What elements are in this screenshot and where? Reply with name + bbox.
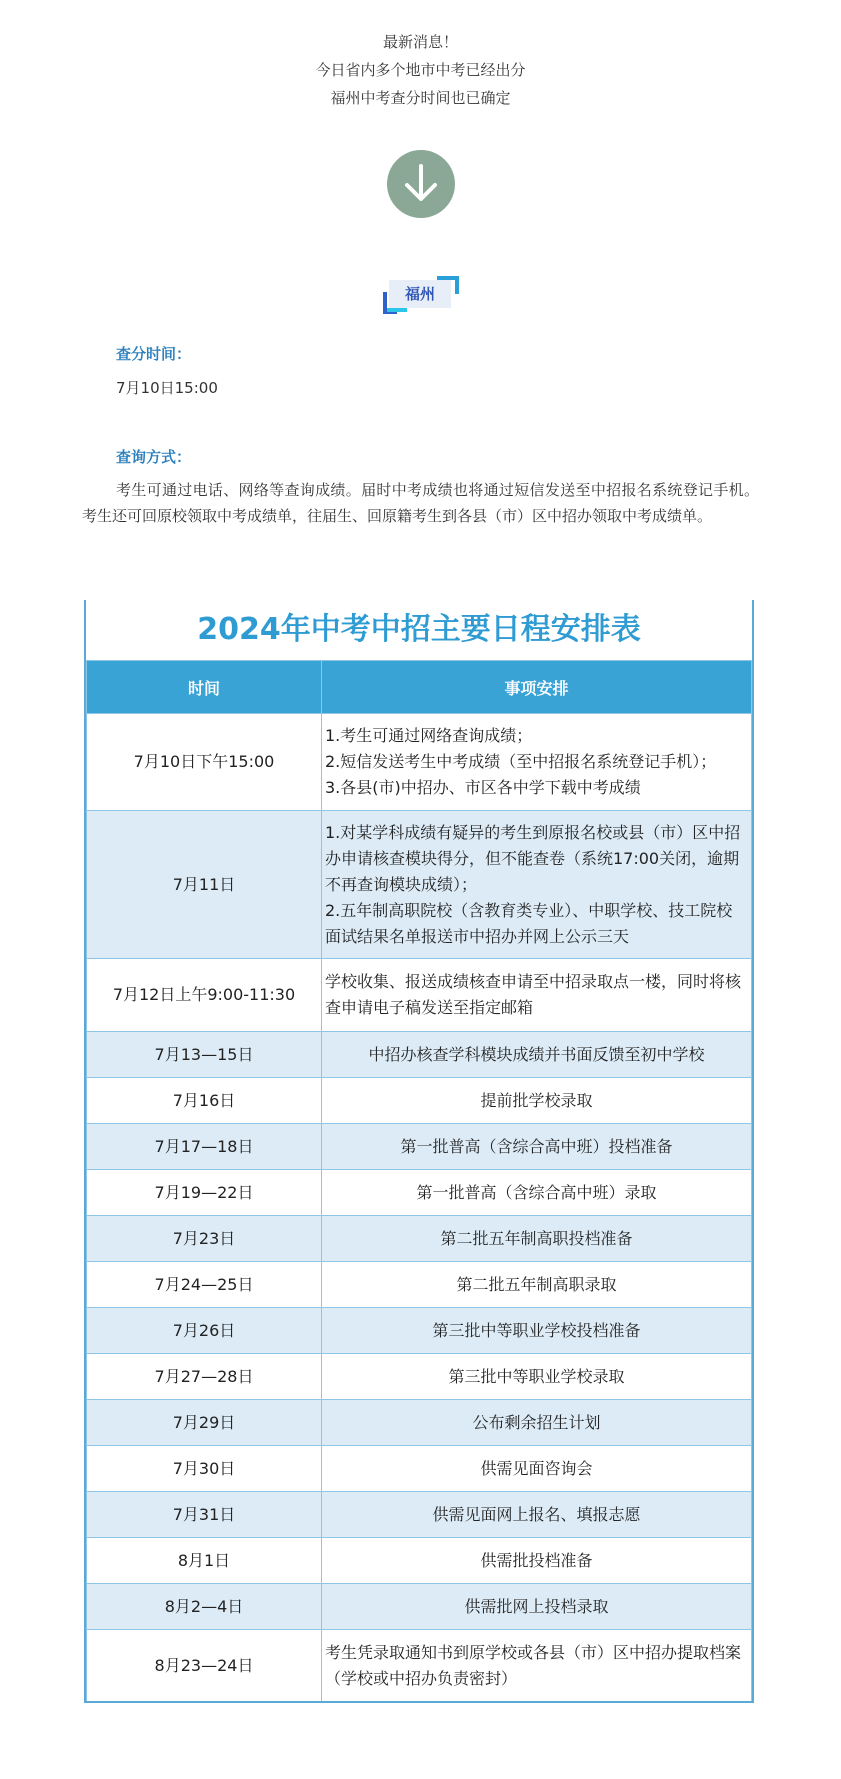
row-item-line: 供需批网上投档录取 <box>464 1596 609 1616</box>
row-time: 7月11日 <box>87 811 322 959</box>
row-items <box>322 1262 752 1308</box>
table-row <box>87 959 752 1032</box>
row-items <box>322 1308 752 1354</box>
row-item-line: 第一批普高（含综合高中班）录取 <box>416 1182 657 1202</box>
table-row <box>87 1400 752 1446</box>
query-time-value: 7月10日15:00 <box>116 379 218 397</box>
intro-line: 最新消息！ <box>382 33 458 51</box>
row-items <box>322 1446 752 1492</box>
table-row <box>87 1170 752 1216</box>
row-time: 7月31日 <box>87 1492 322 1538</box>
table-row <box>87 1078 752 1124</box>
row-time: 7月26日 <box>87 1308 322 1354</box>
arrow-down-circle-icon <box>387 150 455 218</box>
query-time-heading: 查分时间： <box>116 345 192 363</box>
row-items <box>322 1170 752 1216</box>
row-item-line: 供需批投档准备 <box>480 1550 593 1570</box>
row-item-line: 供需见面网上报名、填报志愿 <box>432 1504 641 1524</box>
row-time: 7月27—28日 <box>87 1354 322 1400</box>
row-item-line: 中招办核查学科模块成绩并书面反馈至初中学校 <box>368 1044 705 1064</box>
header-time: 时间 <box>87 661 322 714</box>
schedule-title: 2024年中考中招主要日程安排表 <box>86 600 752 660</box>
row-items <box>322 714 752 811</box>
row-time: 8月2—4日 <box>87 1584 322 1630</box>
row-items <box>322 1032 752 1078</box>
row-item-line: 第二批五年制高职录取 <box>456 1274 617 1294</box>
row-time: 7月24—25日 <box>87 1262 322 1308</box>
row-time: 7月17—18日 <box>87 1124 322 1170</box>
table-row <box>87 1032 752 1078</box>
row-items <box>322 1078 752 1124</box>
row-items <box>322 1630 752 1703</box>
table-row <box>87 1446 752 1492</box>
row-items <box>322 1538 752 1584</box>
row-item-line: 2.短信发送考生中考成绩（至中招报名系统登记手机）； <box>325 752 717 771</box>
accent-bar <box>387 308 407 312</box>
row-item-line: 第三批中等职业学校录取 <box>448 1366 625 1386</box>
row-items <box>322 1216 752 1262</box>
row-item-line: 公布剩余招生计划 <box>472 1412 601 1432</box>
table-row <box>87 1354 752 1400</box>
intro-line: 福州中考查分时间也已确定 <box>330 89 511 107</box>
table-row <box>87 1262 752 1308</box>
query-method-text: 考生可通过电话、网络等查询成绩。届时中考成绩也将通过短信发送至中招报名系统登记手机。考生还可回原校领取中考成绩单，往届生、回原籍考生到各县（市）区中招办领取中考成绩单。 <box>82 481 759 525</box>
row-items <box>322 1492 752 1538</box>
intro-line: 今日省内多个地市中考已经出分 <box>315 61 526 79</box>
row-time: 7月10日下午15:00 <box>87 714 322 811</box>
row-item-line: 2.五年制高职院校（含教育类专业）、中职学校、技工院校面试结果名单报送市中招办并网上公示三天 <box>325 900 733 946</box>
table-row <box>87 1630 752 1703</box>
row-item-line: 学校收集、报送成绩核查申请至中招录取点一楼，同时将核查申请电子稿发送至指定邮箱 <box>325 972 742 1017</box>
row-time: 7月19—22日 <box>87 1170 322 1216</box>
row-time: 7月23日 <box>87 1216 322 1262</box>
row-items <box>322 1124 752 1170</box>
table-row <box>87 1308 752 1354</box>
schedule-table <box>84 600 754 1703</box>
row-item-line: 第二批五年制高职投档准备 <box>440 1228 633 1248</box>
row-items <box>322 959 752 1032</box>
schedule-grid <box>86 660 752 1703</box>
row-items <box>322 1584 752 1630</box>
header-items: 事项安排 <box>322 661 752 714</box>
row-item-line: 3.各县(市)中招办、市区各中学下载中考成绩 <box>325 778 641 797</box>
row-time: 7月30日 <box>87 1446 322 1492</box>
row-time: 7月13—15日 <box>87 1032 322 1078</box>
row-item-line: 第三批中等职业学校投档准备 <box>432 1320 641 1340</box>
row-time: 7月12日上午9:00-11:30 <box>87 959 322 1032</box>
table-row <box>87 1538 752 1584</box>
table-header-row <box>87 661 752 714</box>
row-item-line: 1.考生可通过网络查询成绩； <box>325 726 533 745</box>
row-time: 8月23—24日 <box>87 1630 322 1703</box>
table-row <box>87 811 752 959</box>
row-items <box>322 811 752 959</box>
row-time: 7月29日 <box>87 1400 322 1446</box>
row-item-line: 考生凭录取通知书到原学校或各县（市）区中招办提取档案（学校或中招办负责密封） <box>325 1642 742 1688</box>
city-tag <box>383 276 459 314</box>
table-row <box>87 1584 752 1630</box>
row-item-line: 第一批普高（含综合高中班）投档准备 <box>400 1136 673 1156</box>
intro-block <box>0 28 841 112</box>
table-row <box>87 1216 752 1262</box>
table-row <box>87 1124 752 1170</box>
row-item-line: 供需见面咨询会 <box>480 1458 593 1478</box>
row-item-line: 1.对某学科成绩有疑异的考生到原报名校或县（市）区中招办申请核查模块得分，但不能查卷（系统17:00关闭，逾期不再查询模块成绩）； <box>325 822 741 894</box>
table-row <box>87 714 752 811</box>
row-item-line: 提前批学校录取 <box>480 1090 593 1110</box>
row-time: 7月16日 <box>87 1078 322 1124</box>
table-row <box>87 1492 752 1538</box>
query-method-heading: 查询方式： <box>116 448 192 466</box>
city-tag-label: 福州 <box>404 285 435 303</box>
row-items <box>322 1354 752 1400</box>
row-items <box>322 1400 752 1446</box>
row-time: 8月1日 <box>87 1538 322 1584</box>
